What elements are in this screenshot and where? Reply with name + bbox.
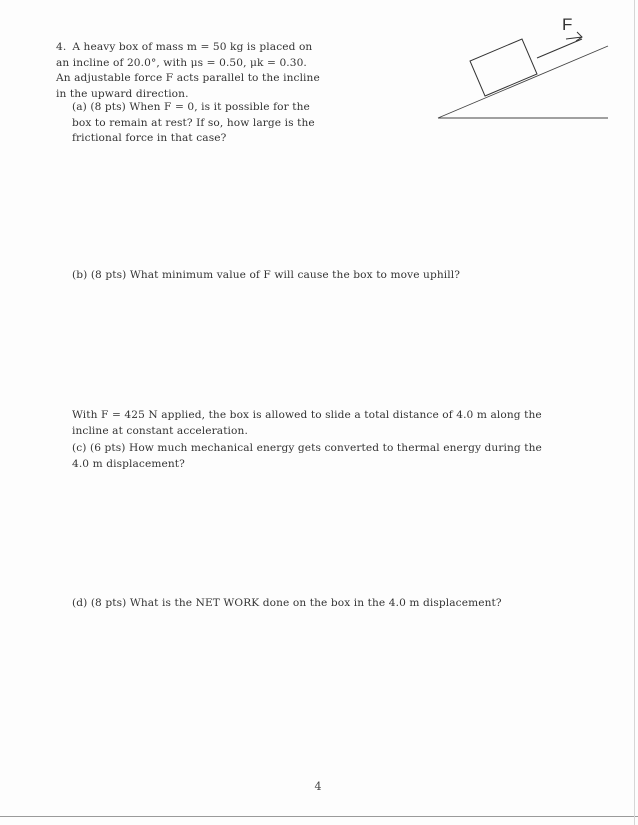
force-arrow [537,39,582,58]
scan-bottom-edge [0,816,638,817]
problem-intro-text: A heavy box of mass m = 50 kg is placed on an incline of 20.0°, with μs = 0.50, μk = 0.30. An adjustable force F acts parallel to the incline in the upward direction. [56,41,320,100]
part-a-question: (a) (8 pts) When F = 0, is it possible for the box to remain at rest? If so, how large is the frictional force in that case? [72,101,315,144]
page-number: 4 [314,780,322,793]
force-label: F [562,15,573,34]
problem-number: 4. [56,41,67,53]
part-b-question: (b) (8 pts) What minimum value of F will cause the box to move uphill? [72,269,461,281]
part-d-question: (d) (8 pts) What is the NET WORK done on the box in the 4.0 m displacement? [72,597,502,609]
given-conditions: With F = 425 N applied, the box is allowed to slide a total distance of 4.0 m along the incline at constant acceleration. [72,409,542,437]
problem-intro [56,40,320,102]
incline-surface [438,46,608,118]
part-c-question: (c) (6 pts) How much mechanical energy gets converted to thermal energy during the 4.0 m displacement? [72,442,542,470]
scan-right-edge [634,0,635,825]
incline-diagram [430,8,630,128]
box-on-incline [470,39,537,96]
